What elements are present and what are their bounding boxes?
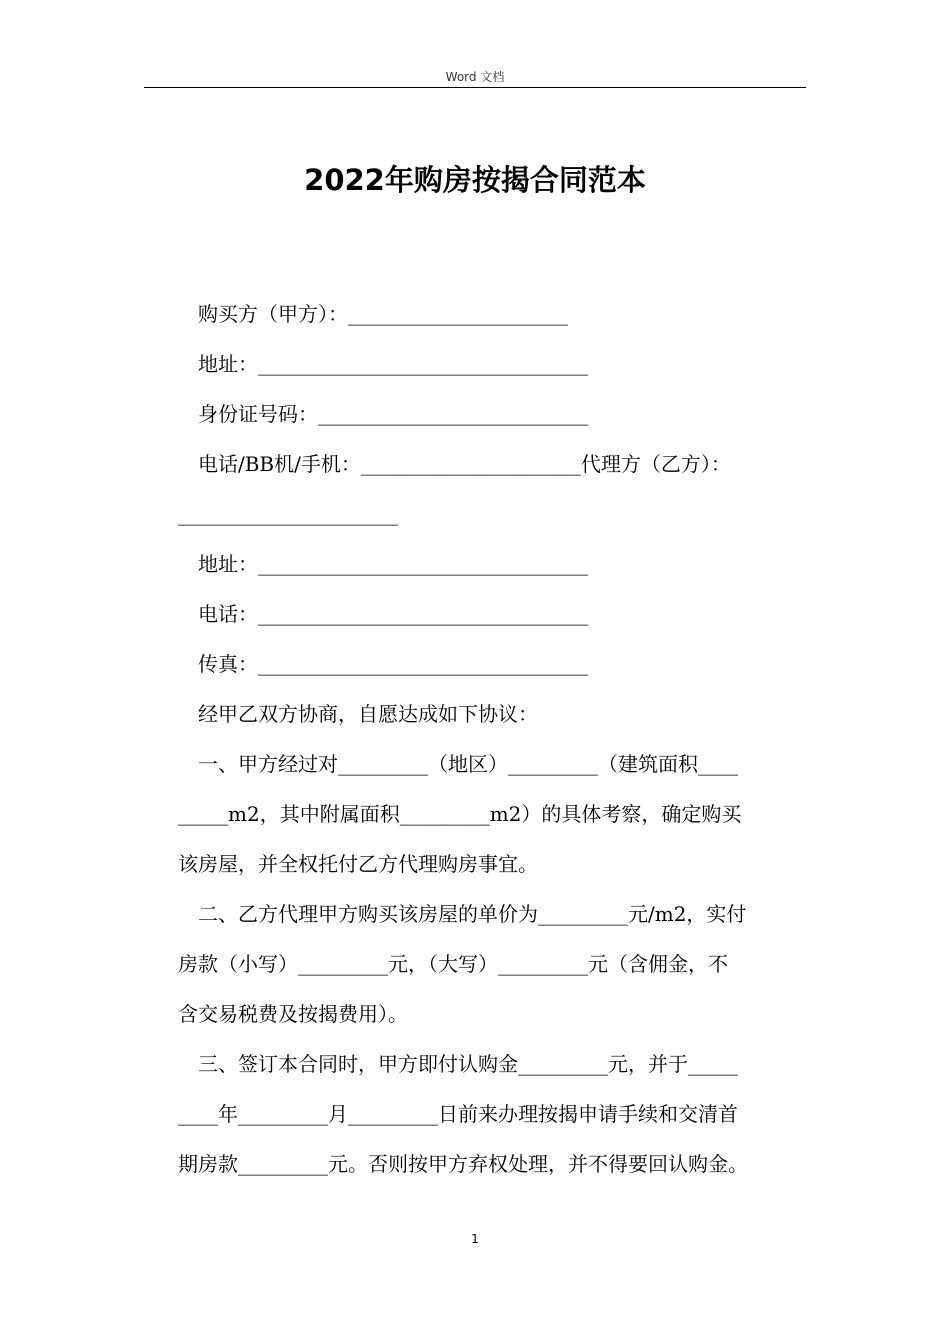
clause-2-line-2: 房款（小写）_________元，（大写）_________元（含佣金，不 xyxy=(178,952,728,976)
clause-2-line-1: 二、乙方代理甲方购买该房屋的单价为_________元/m2，实付 xyxy=(198,902,747,926)
buyer-phone-agent-line: 电话/BB机/手机：______________________代理方（乙方）： xyxy=(198,452,731,476)
clause-1-line-3: 该房屋，并全权托付乙方代理购房事宜。 xyxy=(178,852,538,876)
agent-address-line: 地址：_________________________________ xyxy=(198,552,588,576)
buyer-address-line: 地址：_________________________________ xyxy=(198,352,588,376)
header-text: Word 文档 xyxy=(445,70,505,84)
document-body xyxy=(178,289,804,1189)
clause-3-line-3: 期房款_________元。否则按甲方弃权处理，并不得要回认购金。 xyxy=(178,1152,748,1176)
agent-phone-line: 电话：_________________________________ xyxy=(198,602,588,626)
buyer-id-line: 身份证号码：___________________________ xyxy=(198,402,588,426)
clause-3-line-2: ____年_________月_________日前来办理按揭申请手续和交清首 xyxy=(178,1102,738,1126)
agent-fax-line: 传真：_________________________________ xyxy=(198,652,588,676)
clause-1-line-1: 一、甲方经过对_________（地区）_________（建筑面积____ xyxy=(198,752,738,776)
document-title: 2022年购房按揭合同范本 xyxy=(304,163,646,197)
buyer-line: 购买方（甲方）：______________________ xyxy=(198,302,568,326)
clause-3-line-1: 三、签订本合同时，甲方即付认购金_________元，并于_____ xyxy=(198,1052,738,1076)
header-rule xyxy=(144,87,806,88)
clause-1-line-2: _____m2，其中附属面积_________m2）的具体考察，确定购买 xyxy=(178,802,742,826)
agreement-intro: 经甲乙双方协商，自愿达成如下协议： xyxy=(198,702,538,726)
clause-2-line-3: 含交易税费及按揭费用）。 xyxy=(178,1002,408,1026)
page-number: 1 xyxy=(471,1232,479,1246)
agent-name-blank-line: ______________________ xyxy=(178,502,398,526)
